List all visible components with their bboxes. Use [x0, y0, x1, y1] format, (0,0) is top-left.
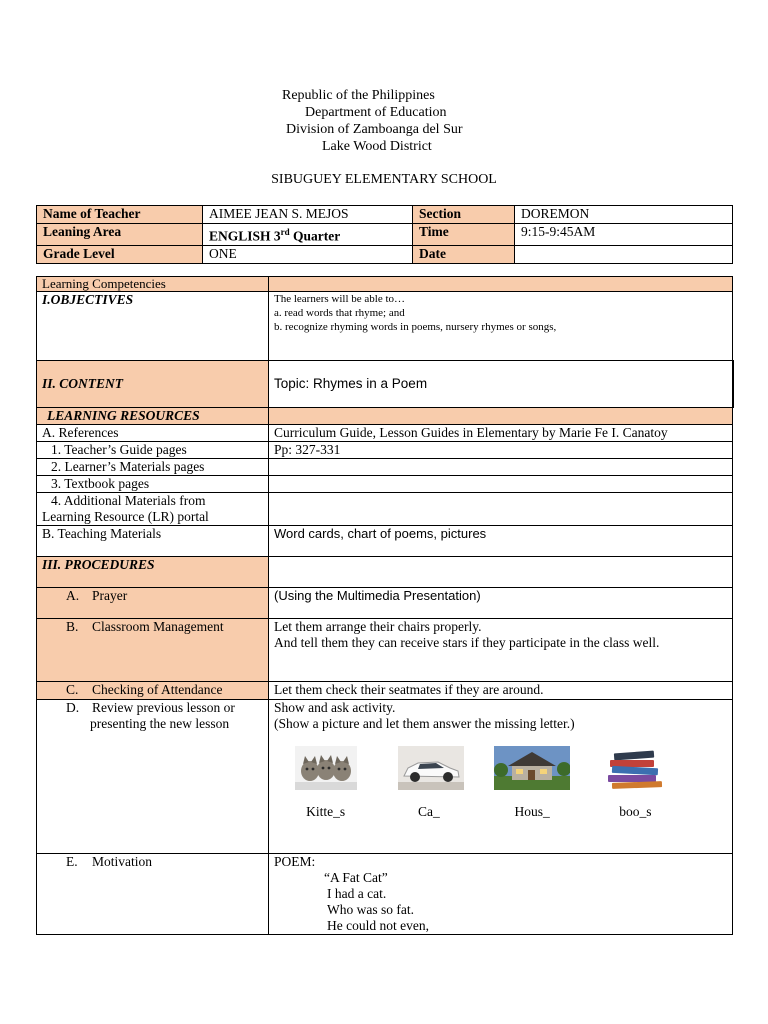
content-label: II. CONTENT — [37, 361, 269, 408]
references-value: Curriculum Guide, Lesson Guides in Elementary by Marie Fe I. Canatoy — [269, 425, 733, 442]
picture-row — [274, 746, 727, 820]
additional-materials-label: 4. Additional Materials from Learning Resource (LR) portal — [37, 493, 269, 526]
grade-label: Grade Level — [37, 245, 203, 263]
poem-line-3: He could not even, — [327, 918, 429, 933]
header-republic: Republic of the Philippines — [282, 88, 435, 103]
car-caption: Ca_ — [418, 804, 440, 819]
picture-kittens — [281, 746, 371, 820]
books-icon — [604, 746, 666, 790]
grade-value: ONE — [203, 245, 413, 263]
competencies-label: Learning Competencies — [37, 277, 269, 292]
area-value: ENGLISH 3rd Quarter — [203, 224, 413, 246]
header-department: Department of Education — [305, 105, 447, 120]
references-label: A. References — [37, 425, 269, 442]
classroom-management-label: B. Classroom Management — [37, 619, 269, 682]
review-label: D. Review previous lesson or presenting the new lesson — [37, 700, 269, 854]
attendance-label: C. Checking of Attendance — [37, 682, 269, 700]
objective-a: a. read words that rhyme; and — [274, 307, 405, 319]
classroom-management-value: Let them arrange their chairs properly. And tell them they can receive stars if they participate in the class well. — [269, 619, 733, 682]
review-value: Show and ask activity. (Show a picture and let them answer the missing letter.) Kitte_s Ca_ Hous_ boo_s — [269, 700, 733, 854]
poem-line-1: I had a cat. — [327, 886, 387, 901]
teacher-info-table — [36, 205, 733, 264]
date-value — [515, 245, 733, 263]
content-value: Topic: Rhymes in a Poem — [269, 361, 733, 408]
lesson-plan-table — [36, 276, 734, 935]
teacher-value: AIMEE JEAN S. MEJOS — [203, 206, 413, 224]
picture-car — [384, 746, 474, 820]
motivation-label: E. Motivation — [37, 854, 269, 935]
objectives-value — [269, 292, 733, 361]
teaching-materials-value: Word cards, chart of poems, pictures — [269, 526, 733, 557]
textbook-label: 3. Textbook pages — [37, 476, 269, 493]
school-name: SIBUGUEY ELEMENTARY SCHOOL — [271, 172, 497, 187]
competencies-value — [269, 277, 733, 292]
procedures-label: III. PROCEDURES — [37, 557, 269, 588]
teachers-guide-label: 1. Teacher’s Guide pages — [37, 442, 269, 459]
house-caption: Hous_ — [514, 804, 550, 819]
teachers-guide-value: Pp: 327-331 — [269, 442, 733, 459]
prayer-value: (Using the Multimedia Presentation) — [269, 588, 733, 619]
section-label: Section — [413, 206, 515, 224]
header-division: Division of Zamboanga del Sur — [286, 122, 463, 137]
prayer-label: A. Prayer — [37, 588, 269, 619]
resources-value — [269, 408, 733, 425]
section-value: DOREMON — [515, 206, 733, 224]
motivation-value — [269, 854, 733, 935]
poem-label: POEM: — [274, 854, 316, 869]
learners-materials-value — [269, 459, 733, 476]
additional-materials-value — [269, 493, 733, 526]
procedures-value — [269, 557, 733, 588]
poem-title: “A Fat Cat” — [324, 870, 388, 885]
house-icon — [494, 746, 570, 790]
time-value: 9:15-9:45AM — [515, 224, 733, 246]
books-caption: boo_s — [619, 804, 652, 819]
learners-materials-label: 2. Learner’s Materials pages — [37, 459, 269, 476]
picture-house — [487, 746, 577, 820]
date-label: Date — [413, 245, 515, 263]
kittens-caption: Kitte_s — [306, 804, 346, 819]
objectives-intro: The learners will be able to… — [274, 293, 406, 305]
objective-b: b. recognize rhyming words in poems, nursery rhymes or songs, — [274, 321, 557, 333]
kittens-icon — [295, 746, 357, 790]
area-label: Leaning Area — [37, 224, 203, 246]
poem-line-2: Who was so fat. — [327, 902, 414, 917]
header-district: Lake Wood District — [322, 139, 432, 154]
objectives-label: I.OBJECTIVES — [37, 292, 269, 361]
teacher-label: Name of Teacher — [37, 206, 203, 224]
textbook-value — [269, 476, 733, 493]
resources-label: LEARNING RESOURCES — [37, 408, 269, 425]
picture-books — [590, 746, 680, 820]
teaching-materials-label: B. Teaching Materials — [37, 526, 269, 557]
time-label: Time — [413, 224, 515, 246]
attendance-value: Let them check their seatmates if they are around. — [269, 682, 733, 700]
car-icon — [398, 746, 460, 790]
